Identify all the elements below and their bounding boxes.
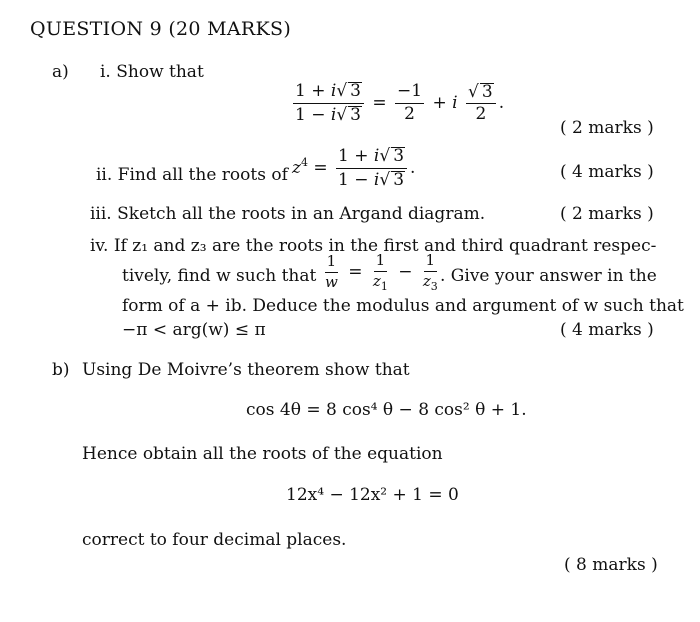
part-a-iv-line1: iv. If z₁ and z₃ are the roots in the first and third quadrant respec-: [90, 236, 657, 256]
fraction-imag: $\frac{√ 3}{2}$: [466, 83, 496, 125]
part-b-hence: Hence obtain all the roots of the equation: [82, 444, 443, 464]
part-b-intro: Using De Moivre’s theorem show that: [82, 360, 410, 380]
marks-i: ( 2 marks ): [560, 118, 654, 138]
part-b-equation: 12x⁴ − 12x² + 1 = 0: [286, 485, 459, 505]
part-a-iii-text: iii. Sketch all the roots in an Argand diagram.: [90, 204, 486, 224]
equation-i: $\frac{1 + i√ 3}{1 - i√ 3}$ = $\frac{-1}{2}$ + i $\frac{√ 3}{2}$ .: [295, 81, 505, 125]
part-a-i-label: i. Show that: [100, 62, 204, 82]
part-b-precision: correct to four decimal places.: [82, 530, 347, 550]
marks-iii: ( 2 marks ): [560, 204, 654, 224]
equation-iv: $\frac{1}{w}$ = $\frac{1}{z_1}$ − $\frac{1}{z_3}$: [325, 251, 438, 293]
marks-iv: ( 4 marks ): [560, 320, 654, 340]
part-a-iv-line4: −π < arg(w) ≤ π: [122, 320, 266, 340]
part-a-iv-line3: form of a + ib. Deduce the modulus and argument of w such that: [122, 296, 684, 316]
marks-ii: ( 4 marks ): [560, 162, 654, 182]
marks-b: ( 8 marks ): [564, 555, 658, 575]
equation-ii: $z^4$ = $\frac{1 + i√ 3}{1 - i√ 3}$ .: [292, 146, 416, 190]
part-b-identity: cos 4θ = 8 cos⁴ θ − 8 cos² θ + 1.: [246, 400, 527, 420]
fraction-real: $\frac{-1}{2}$: [397, 81, 423, 124]
part-a-iv-line2-start: tively, find w such that: [122, 266, 317, 286]
question-title: QUESTION 9 (20 MARKS): [30, 18, 292, 40]
part-b-label: b): [52, 360, 70, 380]
part-a-label: a): [52, 62, 69, 82]
part-a-iv-line2-end: . Give your answer in the: [440, 266, 657, 286]
fraction-lhs: $\frac{1 + i√ 3}{1 - i√ 3}$: [293, 82, 364, 125]
part-a-ii-label: ii. Find all the roots of: [96, 165, 288, 185]
